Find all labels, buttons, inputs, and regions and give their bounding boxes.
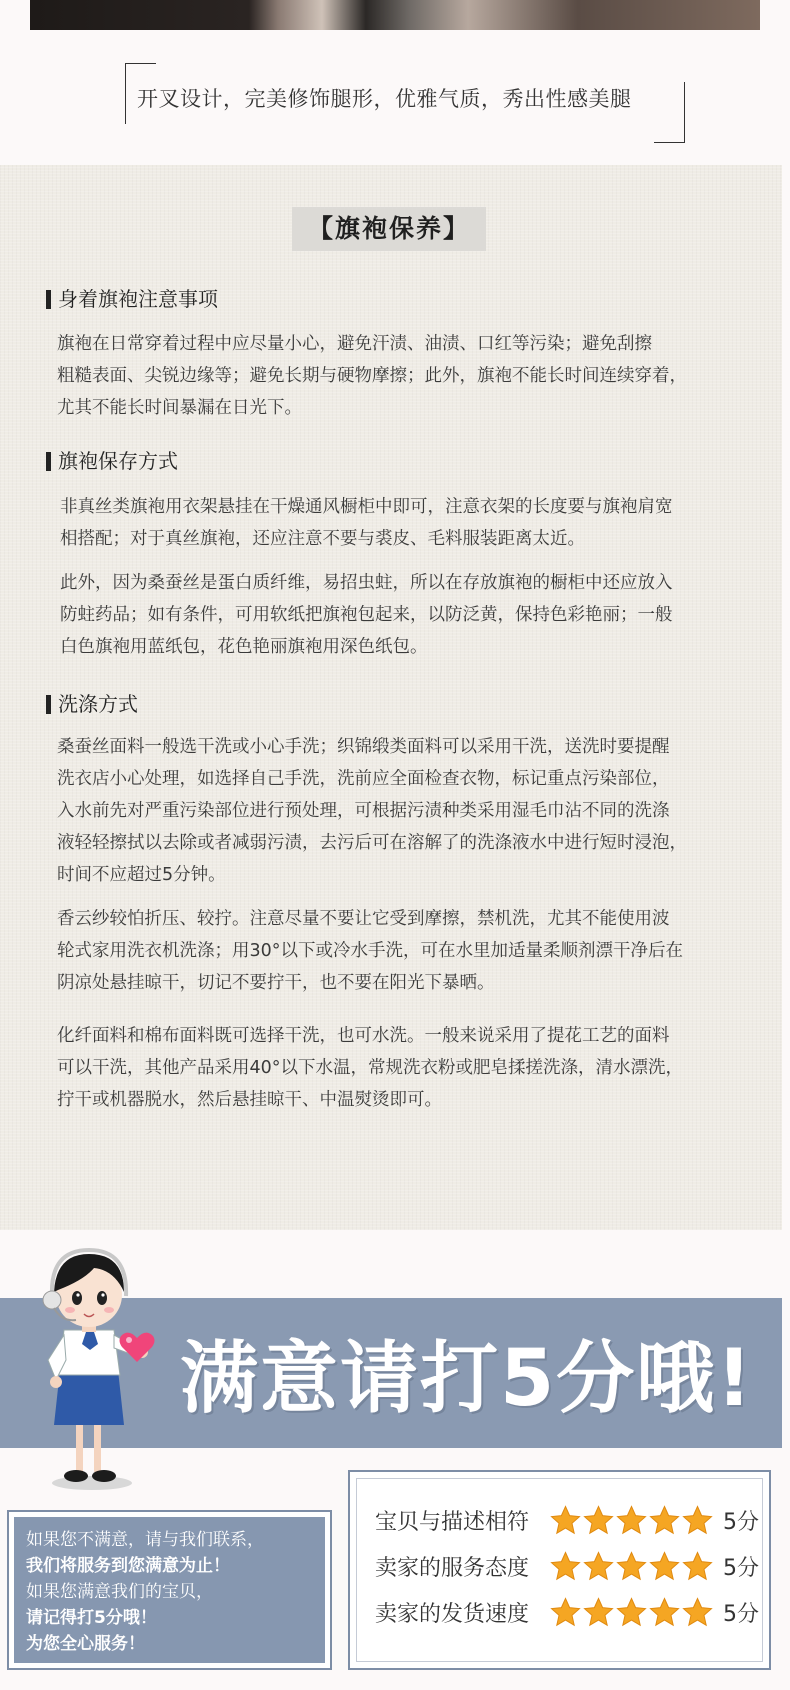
rating-label: 宝贝与描述相符 bbox=[375, 1509, 530, 1535]
text-line: 洗衣店小心处理，如选择自己手洗，洗前应全面检查衣物，标记重点污染部位， bbox=[57, 769, 670, 789]
contact-message-box bbox=[7, 1510, 332, 1670]
rating-label: 卖家的发货速度 bbox=[375, 1601, 530, 1627]
star-icon bbox=[616, 1505, 647, 1536]
contact-message bbox=[14, 1517, 325, 1663]
text-line: 非真丝类旗袍用衣架悬挂在干燥通风橱柜中即可，注意衣架的长度要与旗袍肩宽 bbox=[60, 497, 673, 517]
section-heading-storage: 旗袍保存方式 bbox=[46, 449, 178, 473]
text-line: 防蛀药品；如有条件，可用软纸把旗袍包起来，以防泛黄，保持色彩艳丽；一般 bbox=[60, 605, 673, 625]
text-line: 此外，因为桑蚕丝是蛋白质纤维，易招虫蛀，所以在存放旗袍的橱柜中还应放入 bbox=[60, 573, 673, 593]
text-line: 化纤面料和棉布面料既可选择干洗，也可水洗。一般来说采用了提花工艺的面料 bbox=[57, 1026, 670, 1046]
text-line: 旗袍在日常穿着过程中应尽量小心，避免汗渍、油渍、口红等污染；避免刮擦 bbox=[57, 334, 652, 354]
contact-line: 如果您满意我们的宝贝， bbox=[26, 1582, 213, 1602]
banner-text: 满意请打5分哦! bbox=[180, 1334, 754, 1424]
rating-row bbox=[375, 1589, 762, 1635]
section-heading-washing: 洗涤方式 bbox=[46, 692, 138, 716]
text-line: 可以干洗，其他产品采用40°以下水温，常规洗衣粉或肥皂揉搓洗涤，清水漂洗， bbox=[57, 1058, 684, 1078]
text-line: 相搭配；对于真丝旗袍，还应注意不要与裘皮、毛料服装距离太近。 bbox=[60, 529, 585, 549]
paragraph-washing-1 bbox=[57, 731, 757, 891]
star-icon bbox=[583, 1597, 614, 1628]
star-icon bbox=[550, 1505, 581, 1536]
rating-score: 5分 bbox=[723, 1555, 759, 1581]
text-line: 桑蚕丝面料一般选干洗或小心手洗；织锦缎类面料可以采用干洗，送洗时要提醒 bbox=[57, 737, 670, 757]
care-title: 【旗袍保养】 bbox=[292, 207, 486, 251]
text-line: 拧干或机器脱水，然后悬挂晾干、中温熨烫即可。 bbox=[57, 1090, 442, 1110]
star-icon bbox=[682, 1597, 713, 1628]
star-icon bbox=[583, 1551, 614, 1582]
star-icon bbox=[550, 1551, 581, 1582]
star-icon bbox=[682, 1505, 713, 1536]
paragraph-storage-1 bbox=[60, 491, 760, 555]
text-line: 粗糙表面、尖锐边缘等；避免长期与硬物摩擦；此外，旗袍不能长时间连续穿着， bbox=[57, 366, 687, 386]
heart-icon bbox=[117, 1327, 157, 1367]
text-line: 轮式家用洗衣机洗涤；用30°以下或冷水手洗，可在水里加适量柔顺剂漂干净后在 bbox=[57, 941, 684, 961]
product-photo-strip bbox=[30, 0, 760, 30]
text-line: 尤其不能长时间暴漏在日光下。 bbox=[57, 398, 302, 418]
text-line: 液轻轻擦拭以去除或者减弱污渍，去污后可在溶解了的洗涤液水中进行短时浸泡， bbox=[57, 833, 687, 853]
text-line: 白色旗袍用蓝纸包，花色艳丽旗袍用深色纸包。 bbox=[60, 637, 428, 657]
paragraph-storage-2 bbox=[60, 567, 760, 663]
star-icon bbox=[682, 1551, 713, 1582]
contact-line: 如果您不满意，请与我们联系， bbox=[26, 1530, 264, 1550]
text-line: 阴凉处悬挂晾干，切记不要拧干，也不要在阳光下暴晒。 bbox=[57, 973, 495, 993]
contact-line: 请记得打5分哦！ bbox=[26, 1608, 157, 1628]
text-line: 香云纱较怕折压、较拧。注意尽量不要让它受到摩擦，禁机洗，尤其不能使用波 bbox=[57, 909, 670, 929]
star-icon bbox=[649, 1597, 680, 1628]
section-heading-wearing: 身着旗袍注意事项 bbox=[46, 287, 218, 311]
star-icon bbox=[649, 1505, 680, 1536]
paragraph-wearing bbox=[57, 328, 757, 424]
rating-row bbox=[375, 1543, 762, 1589]
shop-rating-box bbox=[348, 1470, 771, 1670]
star-icon bbox=[616, 1597, 647, 1628]
rating-stars bbox=[550, 1597, 713, 1628]
star-icon bbox=[649, 1551, 680, 1582]
caption-corner-bottom-right bbox=[654, 82, 685, 143]
star-icon bbox=[616, 1551, 647, 1582]
star-icon bbox=[550, 1597, 581, 1628]
rating-list bbox=[356, 1478, 763, 1662]
rating-score: 5分 bbox=[723, 1509, 759, 1535]
text-line: 时间不应超过5分钟。 bbox=[57, 865, 226, 885]
rating-row bbox=[375, 1497, 762, 1543]
rating-score: 5分 bbox=[723, 1601, 759, 1627]
paragraph-washing-2 bbox=[57, 903, 757, 999]
slit-design-caption bbox=[125, 63, 685, 143]
customer-service-girl-illustration bbox=[14, 1240, 164, 1495]
text-line: 入水前先对严重污染部位进行预处理，可根据污渍种类采用湿毛巾沾不同的洗涤 bbox=[57, 801, 670, 821]
paragraph-washing-3 bbox=[57, 1020, 757, 1116]
caption-text: 开叉设计，完美修饰腿形，优雅气质，秀出性感美腿 bbox=[137, 87, 632, 111]
contact-line: 为您全心服务！ bbox=[26, 1634, 145, 1654]
rating-stars bbox=[550, 1505, 713, 1536]
star-icon bbox=[583, 1505, 614, 1536]
rating-stars bbox=[550, 1551, 713, 1582]
qipao-care-section bbox=[0, 165, 782, 1230]
rating-label: 卖家的服务态度 bbox=[375, 1555, 530, 1581]
contact-line: 我们将服务到您满意为止！ bbox=[26, 1556, 230, 1576]
